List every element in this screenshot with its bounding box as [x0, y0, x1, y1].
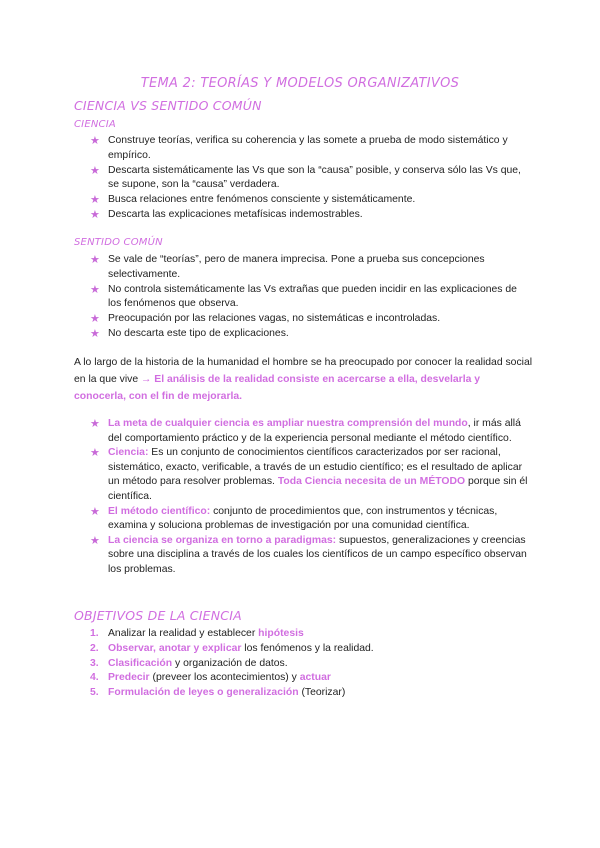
objetivos-list [90, 627, 530, 701]
star-bullet-icon: ★ [90, 134, 100, 147]
list-item: ★ Construye teorías, verifica su coherencia y las somete a prueba de modo sistemático y empírico. [90, 134, 508, 161]
section-heading-ciencia-vs-sentido-comun: CIENCIA VS SENTIDO COMÚN [74, 98, 262, 113]
list-item: 3. Clasificación y organización de datos. [90, 657, 288, 669]
list-item: 4. Predecir (preveer los acontecimientos) y actuar [90, 672, 331, 684]
star-bullet-icon: ★ [90, 533, 100, 547]
star-bullet-icon: ★ [90, 326, 100, 340]
list-item: ★ El método científico: conjunto de procedimientos que, con instrumentos y técnicas, examina y soluciona problemas de investigación por una comunidad científica. [90, 504, 498, 532]
list-item: ★ La ciencia se organiza en torno a paradigmas: supuestos, generalizaciones y creencias sobre una disciplina a través de los cuales los científicos de un campo específico observan los problemas. [90, 533, 527, 575]
list-item: ★ Se vale de “teorías”, pero de manera imprecisa. Pone a prueba sus concepciones selectivamente. [90, 253, 485, 280]
subheading-ciencia: CIENCIA [74, 119, 116, 130]
star-bullet-icon: ★ [90, 312, 100, 326]
list-item: ★ Descarta sistemáticamente las Vs que son la “causa” posible, y conserva sólo las Vs que, se supone, son la “causa” verdadera. [90, 163, 521, 191]
intro-paragraph: A lo largo de la historia de la humanidad el hombre se ha preocupado por conocer la realidad social en la que vive → El análisis de la realidad consiste en acercarse a ella, desvelarla y conocerla, con el fin de mejorarla. [74, 357, 533, 402]
list-item: ★ Preocupación por las relaciones vagas, no sistemáticas e incontroladas. [90, 312, 441, 326]
list-item: ★ La meta de cualquier ciencia es ampliar nuestra comprensión del mundo, ir más allá del comportamiento práctico y de la experiencia personal mediante el método científico. [90, 417, 521, 444]
star-bullet-icon: ★ [90, 417, 100, 430]
sentido-comun-list [90, 253, 530, 342]
list-item: 2. Observar, anotar y explicar los fenómenos y la realidad. [90, 642, 374, 654]
star-bullet-icon: ★ [90, 207, 100, 221]
star-bullet-icon: ★ [90, 253, 100, 266]
paragraph-highlight: → El análisis de la realidad consiste en acercarse a ella, desvelarla y conocerla, con el fin de mejorarla. [74, 374, 481, 402]
star-bullet-icon: ★ [90, 282, 100, 296]
ciencia-list [90, 134, 530, 223]
list-item: ★ Busca relaciones entre fenómenos consciente y sistemáticamente. [90, 193, 416, 207]
page-title: TEMA 2: TEORÍAS Y MODELOS ORGANIZATIVOS [140, 76, 460, 91]
section-heading-objetivos: OBJETIVOS DE LA CIENCIA [74, 608, 242, 623]
list-item: ★ No descarta este tipo de explicaciones. [90, 326, 289, 340]
ciencia-definitions-list [90, 417, 530, 578]
list-item: ★ Ciencia: Es un conjunto de conocimientos científicos caracterizados por ser racional, sistemático, exacto, verificable, a través de un estudio científico; es el resultado de aplicar un método para resolver problemas. Toda Ciencia necesita de un MÉTODO porque sin él científica. [90, 446, 528, 502]
list-item: ★ Descarta las explicaciones metafísicas indemostrables. [90, 207, 363, 221]
star-bullet-icon: ★ [90, 446, 100, 460]
star-bullet-icon: ★ [90, 163, 100, 177]
star-bullet-icon: ★ [90, 504, 100, 518]
subheading-sentido-comun: SENTIDO COMÚN [74, 237, 163, 248]
list-item: ★ No controla sistemáticamente las Vs extrañas que pueden incidir en las explicaciones de los fenómenos que observa. [90, 282, 517, 310]
star-bullet-icon: ★ [90, 193, 100, 207]
list-item: 5. Formulación de leyes o generalización (Teorizar) [90, 687, 346, 699]
list-item: 1. Analizar la realidad y establecer hipótesis [90, 628, 304, 639]
